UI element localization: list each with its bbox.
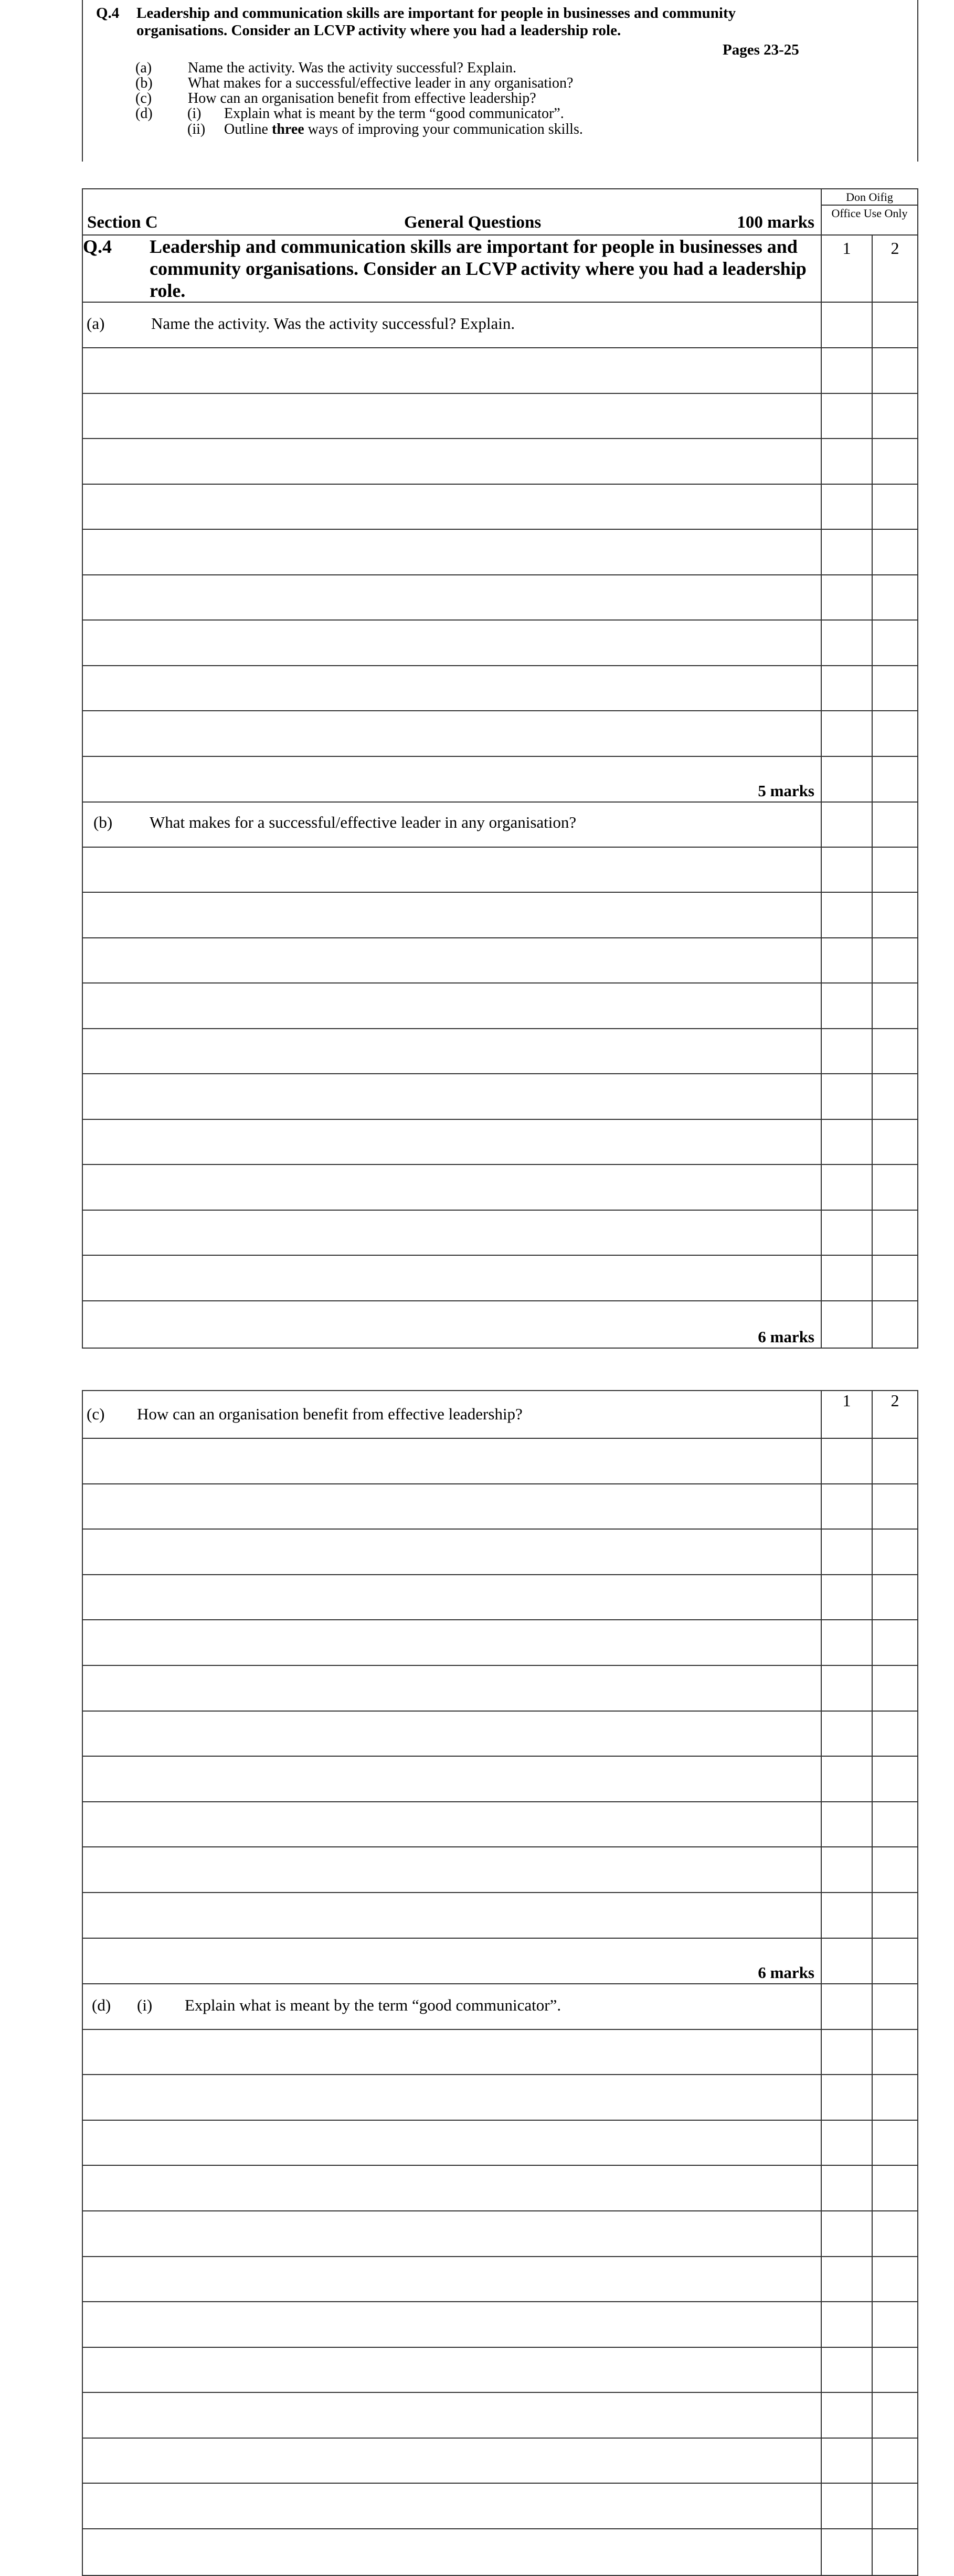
answer-line[interactable] <box>83 485 822 529</box>
office-mark-1 <box>822 1575 873 1620</box>
answer-row <box>83 530 917 575</box>
office-mark-1 <box>822 2211 873 2256</box>
part-b-prompt-row <box>83 803 917 848</box>
answer-line[interactable] <box>83 711 822 756</box>
answer-row <box>83 2484 917 2529</box>
office-mark-1 <box>822 1074 873 1119</box>
part-d-prompt-row <box>83 1984 917 2030</box>
answer-line[interactable] <box>83 1301 822 1348</box>
office-mark-2 <box>873 348 917 393</box>
office-use-irish-label: Don Oifig <box>822 189 917 206</box>
part-d-i-label: (i) <box>137 1995 153 2014</box>
answer-table-section-c <box>82 188 918 1349</box>
office-mark-2 <box>873 2030 917 2075</box>
office-mark-2 <box>873 2257 917 2302</box>
answer-row <box>83 2166 917 2211</box>
answer-row <box>83 2302 917 2348</box>
office-mark-2 <box>873 666 917 711</box>
answer-line[interactable] <box>83 1120 822 1164</box>
part-c-prompt-row <box>83 1391 917 1439</box>
answer-line[interactable] <box>83 2166 822 2210</box>
answer-line[interactable] <box>83 2439 822 2483</box>
office-mark-1 <box>822 2075 873 2120</box>
part-a-prompt-row <box>83 303 917 348</box>
office-mark-2 <box>873 2393 917 2438</box>
top-part-d-ii-label: (ii) <box>187 121 206 137</box>
part-c-marks-row <box>83 1939 917 1984</box>
top-part-d-ii-emphasis: three <box>272 121 304 137</box>
office-mark-2 <box>873 2529 917 2575</box>
office-mark-2 <box>873 439 917 484</box>
office-mark-1 <box>822 1439 873 1483</box>
part-c-question: How can an organisation benefit from effective leadership? <box>137 1405 523 1423</box>
answer-line[interactable] <box>83 2211 822 2256</box>
office-mark-2 <box>873 1847 917 1892</box>
office-mark-1 <box>822 1530 873 1574</box>
answer-line[interactable] <box>83 1620 822 1665</box>
office-mark-2 <box>873 2211 917 2256</box>
office-mark-1 <box>822 2393 873 2438</box>
answer-row <box>83 2030 917 2076</box>
office-mark-1 <box>822 1620 873 1665</box>
answer-row <box>83 2393 917 2439</box>
answer-line[interactable] <box>83 848 822 892</box>
answer-row <box>83 2121 917 2166</box>
answer-row <box>83 1256 917 1301</box>
office-use-header <box>822 189 917 234</box>
answer-row <box>83 1120 917 1166</box>
answer-row <box>83 1029 917 1075</box>
answer-line[interactable] <box>83 1211 822 1255</box>
answer-line[interactable] <box>83 1029 822 1074</box>
office-mark-1 <box>822 621 873 665</box>
part-a-marks: 5 marks <box>758 781 814 800</box>
top-part-d-i-label: (i) <box>187 105 202 122</box>
answer-row <box>83 2439 917 2484</box>
office-mark-2 <box>873 1939 917 1983</box>
office-mark-2 <box>873 2439 917 2483</box>
office-mark-1 <box>822 2166 873 2210</box>
answer-row <box>83 348 917 394</box>
part-a-marks-row <box>83 757 917 803</box>
answer-line[interactable] <box>83 2075 822 2120</box>
answer-line[interactable] <box>83 2348 822 2392</box>
office-mark-2 <box>873 1484 917 1529</box>
office-mark-2 <box>873 1211 917 1255</box>
answer-line[interactable] <box>83 1165 822 1210</box>
answer-line[interactable] <box>83 1439 822 1483</box>
office-mark-1 <box>822 575 873 620</box>
office-mark-2 <box>873 848 917 892</box>
part-c-marks: 6 marks <box>758 1963 814 1982</box>
answer-row <box>83 1893 917 1939</box>
office-mark-2 <box>873 1256 917 1300</box>
answer-line[interactable] <box>83 1802 822 1847</box>
question-text: Leadership and communication skills are important for people in businesses and community organisations. Consider an LCVP activity where you had a leadership role. <box>150 236 807 301</box>
answer-row <box>83 1802 917 1848</box>
answer-line[interactable] <box>83 394 822 439</box>
office-mark-2 <box>873 1074 917 1119</box>
office-mark-2 <box>873 1893 917 1938</box>
answer-row <box>83 1712 917 1757</box>
office-mark-1 <box>822 893 873 937</box>
answer-line[interactable] <box>83 1666 822 1711</box>
office-mark-2 <box>873 2484 917 2528</box>
office-col-1-header <box>822 1391 873 1438</box>
answer-line[interactable] <box>83 1256 822 1300</box>
office-mark-2 <box>873 1620 917 1665</box>
office-mark-2 <box>873 2302 917 2347</box>
office-mark-1 <box>822 984 873 1028</box>
office-mark-1 <box>822 1847 873 1892</box>
answer-line[interactable] <box>83 2257 822 2302</box>
answer-row <box>83 394 917 440</box>
answer-line[interactable] <box>83 530 822 574</box>
answer-line[interactable] <box>83 348 822 393</box>
top-question-line-1: Leadership and communication skills are important for people in businesses and community <box>136 5 736 22</box>
office-mark-2 <box>873 1984 917 2029</box>
answer-line[interactable] <box>83 1484 822 1529</box>
office-mark-1 <box>822 1939 873 1983</box>
answer-row <box>83 2211 917 2257</box>
office-mark-1 <box>822 1666 873 1711</box>
office-mark-2 <box>873 1301 917 1348</box>
office-mark-2 <box>873 1439 917 1483</box>
pages-reference: Pages 23-25 <box>723 41 799 58</box>
office-mark-1 <box>822 485 873 529</box>
top-part-b-text: What makes for a successful/effective leader in any organisation? <box>188 75 574 91</box>
office-mark-2 <box>873 394 917 439</box>
answer-row <box>83 848 917 893</box>
answer-line[interactable] <box>83 2484 822 2528</box>
office-mark-2 <box>873 984 917 1028</box>
office-col-1-header <box>822 236 873 302</box>
answer-row <box>83 1757 917 1802</box>
part-a-prompt-cell <box>83 303 822 347</box>
office-mark-1 <box>822 530 873 574</box>
office-mark-1 <box>822 1256 873 1300</box>
office-mark-2 <box>873 893 917 937</box>
answer-row <box>83 1666 917 1712</box>
office-mark-2 <box>873 711 917 756</box>
top-part-c-label: (c) <box>135 90 152 106</box>
office-mark-1 <box>822 938 873 983</box>
office-mark-2 <box>873 757 917 801</box>
office-mark-2 <box>873 1120 917 1164</box>
top-part-d-ii-text-before: Outline <box>224 121 272 137</box>
answer-row <box>83 439 917 485</box>
answer-row <box>83 485 917 530</box>
answer-line[interactable] <box>83 2121 822 2165</box>
part-b-question: What makes for a successful/effective leader in any organisation? <box>150 813 577 831</box>
office-mark-2 <box>873 1165 917 1210</box>
section-label: Section C <box>87 213 158 232</box>
part-a-question: Name the activity. Was the activity successful? Explain. <box>151 314 515 333</box>
top-question-line-2: organisations. Consider an LCVP activity where you had a leadership role. <box>136 22 621 39</box>
section-total-marks: 100 marks <box>737 213 814 232</box>
answer-line[interactable] <box>83 2302 822 2347</box>
answer-line[interactable] <box>83 1757 822 1801</box>
office-mark-2 <box>873 1712 917 1756</box>
part-b-prompt-cell <box>83 803 822 847</box>
office-mark-1 <box>822 1757 873 1801</box>
office-col-2-header <box>873 1391 917 1438</box>
question-cell <box>83 236 822 302</box>
office-col-2-label: 2 <box>891 239 899 258</box>
office-mark-1 <box>822 803 873 847</box>
office-mark-1 <box>822 1301 873 1348</box>
office-mark-1 <box>822 711 873 756</box>
answer-row <box>83 893 917 938</box>
top-part-d-i-text: Explain what is meant by the term “good communicator”. <box>224 105 564 122</box>
answer-row <box>83 2529 917 2575</box>
office-mark-1 <box>822 2257 873 2302</box>
answer-row <box>83 621 917 666</box>
answer-line[interactable] <box>83 757 822 801</box>
office-mark-2 <box>873 575 917 620</box>
office-mark-1 <box>822 2439 873 2483</box>
answer-row <box>83 2348 917 2393</box>
part-b-marks: 6 marks <box>758 1327 814 1346</box>
office-mark-1 <box>822 303 873 347</box>
office-mark-1 <box>822 2302 873 2347</box>
answer-line[interactable] <box>83 1074 822 1119</box>
answer-row <box>83 1439 917 1484</box>
office-mark-1 <box>822 2121 873 2165</box>
office-mark-1 <box>822 394 873 439</box>
part-a-label: (a) <box>87 314 105 333</box>
question-row <box>83 236 917 303</box>
answer-line[interactable] <box>83 439 822 484</box>
office-mark-2 <box>873 1530 917 1574</box>
office-mark-2 <box>873 803 917 847</box>
answer-row <box>83 711 917 757</box>
top-frame-left-border <box>82 0 83 162</box>
office-mark-1 <box>822 1029 873 1074</box>
answer-line[interactable] <box>83 1575 822 1620</box>
top-question-number: Q.4 <box>96 5 120 22</box>
top-part-d-ii-text-after: ways of improving your communication skills. <box>304 121 583 137</box>
office-mark-1 <box>822 439 873 484</box>
answer-line[interactable] <box>83 666 822 711</box>
answer-row <box>83 666 917 712</box>
office-mark-2 <box>873 938 917 983</box>
office-mark-2 <box>873 2166 917 2210</box>
office-mark-1 <box>822 1120 873 1164</box>
office-mark-1 <box>822 666 873 711</box>
office-mark-2 <box>873 303 917 347</box>
answer-line[interactable] <box>83 2393 822 2438</box>
section-header-cell <box>83 189 822 234</box>
office-mark-1 <box>822 1165 873 1210</box>
top-part-b-label: (b) <box>135 75 153 91</box>
answer-row <box>83 938 917 984</box>
part-c-label: (c) <box>87 1405 105 1423</box>
answer-line[interactable] <box>83 621 822 665</box>
top-frame-right-border <box>917 0 918 162</box>
office-mark-1 <box>822 1211 873 1255</box>
part-d-label: (d) <box>92 1995 111 2014</box>
office-mark-1 <box>822 2484 873 2528</box>
answer-row <box>83 1530 917 1575</box>
office-mark-1 <box>822 757 873 801</box>
office-mark-2 <box>873 621 917 665</box>
section-header-row <box>83 189 917 236</box>
answer-line[interactable] <box>83 2030 822 2075</box>
office-mark-1 <box>822 848 873 892</box>
answer-row <box>83 984 917 1029</box>
answer-row <box>83 2257 917 2303</box>
top-part-a-text: Name the activity. Was the activity successful? Explain. <box>188 60 516 76</box>
top-part-d-ii-text <box>224 122 583 137</box>
office-mark-2 <box>873 1666 917 1711</box>
office-mark-1 <box>822 1984 873 2029</box>
answer-line[interactable] <box>83 575 822 620</box>
question-number: Q.4 <box>83 236 112 257</box>
office-mark-1 <box>822 2529 873 2575</box>
answer-row <box>83 1620 917 1666</box>
office-mark-2 <box>873 530 917 574</box>
answer-line[interactable] <box>83 1847 822 1892</box>
office-mark-2 <box>873 1802 917 1847</box>
office-mark-2 <box>873 1029 917 1074</box>
answer-row <box>83 1211 917 1256</box>
answer-line[interactable] <box>83 2529 822 2575</box>
office-mark-2 <box>873 2348 917 2392</box>
part-c-prompt-cell <box>83 1391 822 1438</box>
answer-row <box>83 1165 917 1211</box>
office-col-2-header <box>873 236 917 302</box>
answer-table-continued <box>82 1390 918 2576</box>
answer-line[interactable] <box>83 1939 822 1983</box>
office-mark-1 <box>822 1712 873 1756</box>
answer-line[interactable] <box>83 938 822 983</box>
office-mark-1 <box>822 2348 873 2392</box>
office-use-english-label: Office Use Only <box>831 207 908 220</box>
part-d-prompt-cell <box>83 1984 822 2029</box>
answer-row <box>83 1484 917 1530</box>
office-mark-2 <box>873 1575 917 1620</box>
office-mark-2 <box>873 2075 917 2120</box>
answer-row <box>83 1847 917 1893</box>
answer-row <box>83 575 917 621</box>
answer-row <box>83 2075 917 2121</box>
answer-line[interactable] <box>83 1893 822 1938</box>
answer-line[interactable] <box>83 1530 822 1574</box>
answer-line[interactable] <box>83 984 822 1028</box>
section-title: General Questions <box>404 213 542 232</box>
office-mark-1 <box>822 1484 873 1529</box>
office-mark-1 <box>822 348 873 393</box>
top-part-a-label: (a) <box>135 60 152 76</box>
part-b-marks-row <box>83 1301 917 1348</box>
office-col-2-label: 2 <box>891 1391 899 1410</box>
answer-line[interactable] <box>83 1712 822 1756</box>
part-d-i-question: Explain what is meant by the term “good communicator”. <box>185 1995 561 2014</box>
office-mark-2 <box>873 1757 917 1801</box>
office-col-1-label: 1 <box>842 239 851 258</box>
part-b-label: (b) <box>93 813 113 831</box>
office-mark-1 <box>822 1802 873 1847</box>
answer-row <box>83 1575 917 1621</box>
office-mark-2 <box>873 485 917 529</box>
top-part-d-label: (d) <box>135 105 153 122</box>
answer-line[interactable] <box>83 893 822 937</box>
top-part-c-text: How can an organisation benefit from effective leadership? <box>188 90 536 106</box>
office-mark-2 <box>873 2121 917 2165</box>
office-mark-1 <box>822 1893 873 1938</box>
answer-row <box>83 1074 917 1120</box>
office-mark-1 <box>822 2030 873 2075</box>
office-col-1-label: 1 <box>842 1391 851 1410</box>
